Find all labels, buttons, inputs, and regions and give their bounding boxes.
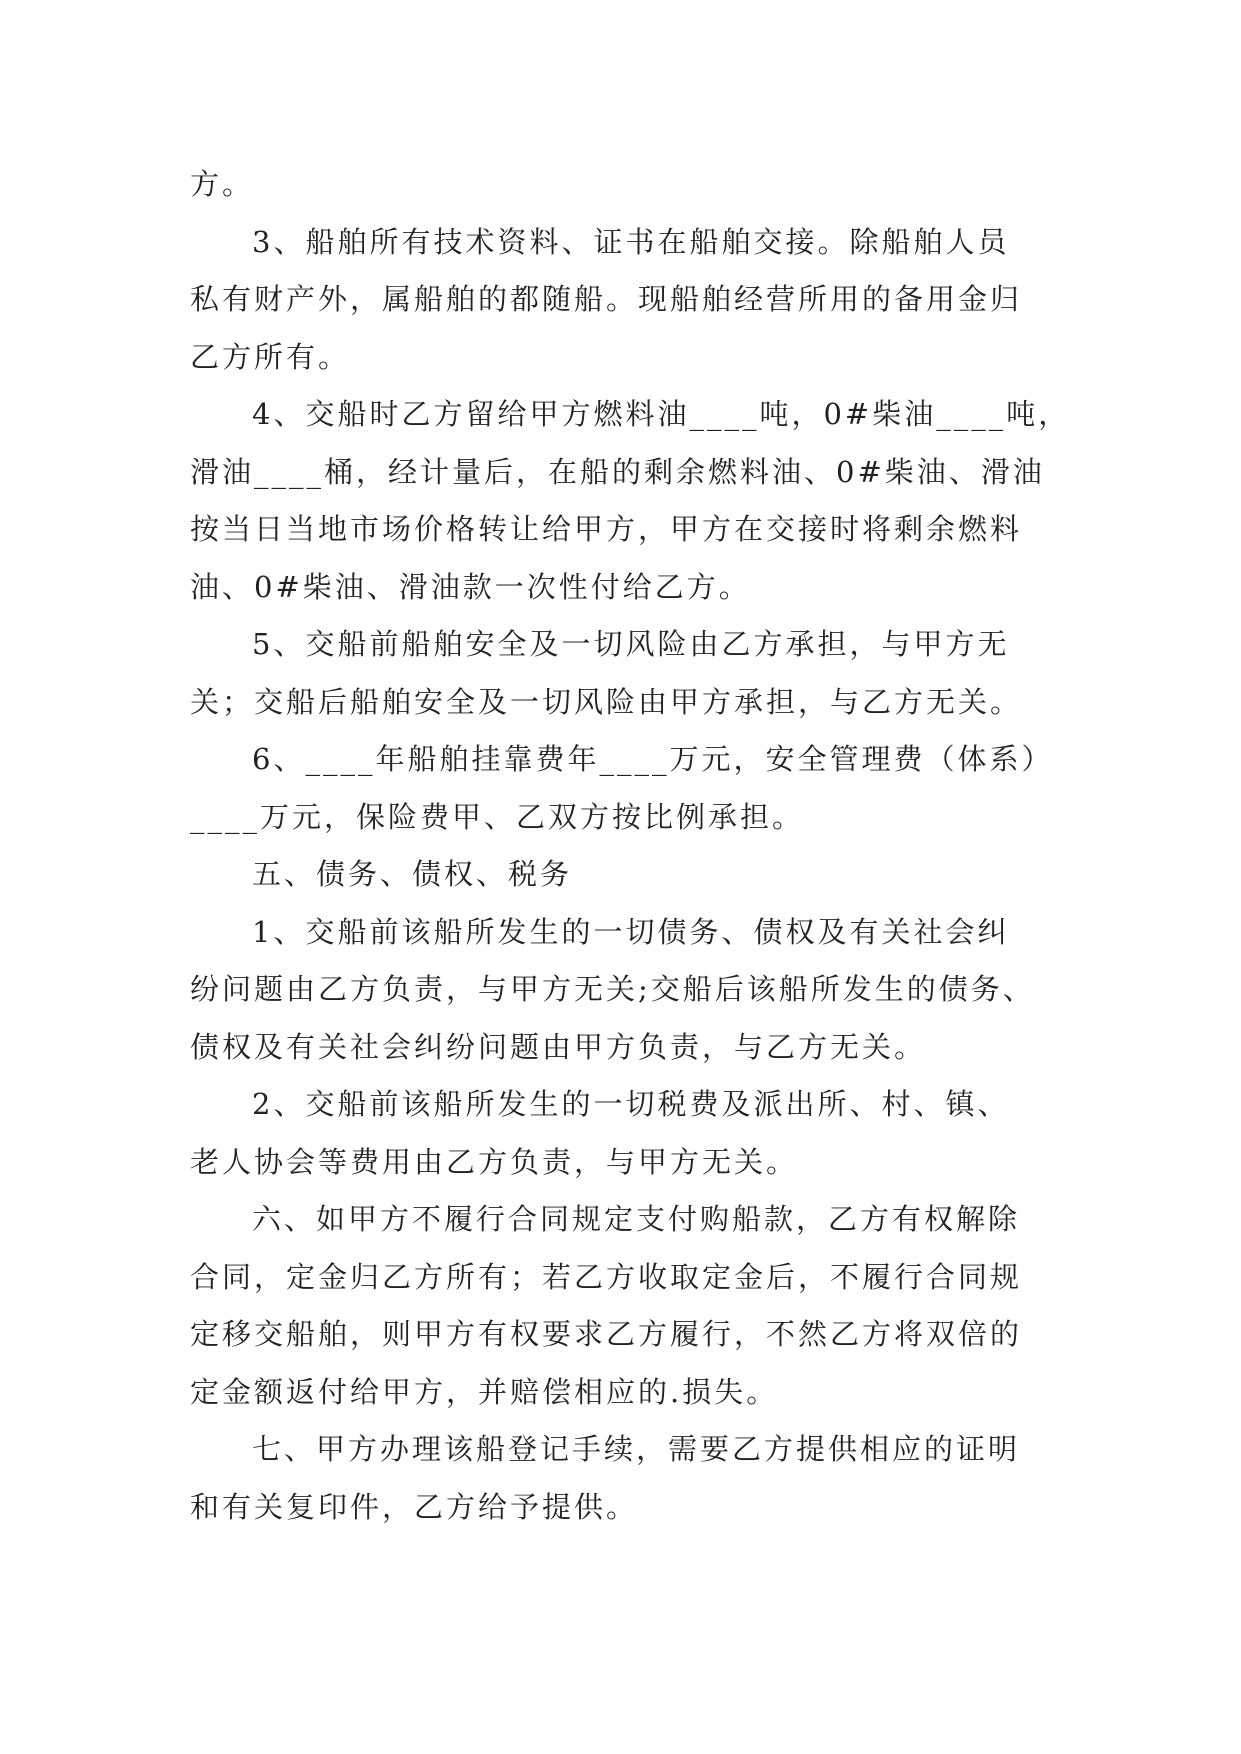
text-line-21: 定移交船舶，则甲方有权要求乙方履行，不然乙方将双倍的 xyxy=(190,1317,1023,1351)
text-line-23: 七、甲方办理该船登记手续，需要乙方提供相应的证明 xyxy=(252,1432,1021,1466)
text-line-19: 六、如甲方不履行合同规定支付购船款，乙方有权解除 xyxy=(252,1202,1021,1236)
text-line-12: ____万元，保险费甲、乙双方按比例承担。 xyxy=(190,799,805,834)
text-line-18: 老人协会等费用由乙方负责，与甲方无关。 xyxy=(190,1144,799,1179)
text-line-8: 油、0#柴油、滑油款一次性付给乙方。 xyxy=(190,569,751,604)
text-line-6: 滑油____桶，经计量后，在船的剩余燃料油、0#柴油、滑油 xyxy=(190,454,1045,489)
document-body xyxy=(190,156,1071,1536)
text-line-15: 纷问题由乙方负责，与甲方无关;交船后该船所发生的债务、 xyxy=(190,972,1035,1006)
text-line-17: 2、交船前该船所发生的一切税费及派出所、村、镇、 xyxy=(252,1087,1010,1121)
text-line-20: 合同，定金归乙方所有；若乙方收取定金后，不履行合同规 xyxy=(190,1259,1023,1294)
text-line-22: 定金额返付给甲方，并赔偿相应的.损失。 xyxy=(190,1374,779,1409)
text-line-14: 1、交船前该船所发生的一切债务、债权及有关社会纠 xyxy=(252,914,1010,949)
text-line-3: 私有财产外，属船舶的都随船。现船舶经营所用的备用金归 xyxy=(190,282,1023,316)
text-line-5: 4、交船时乙方留给甲方燃料油____吨，0#柴油____吨， xyxy=(252,397,1071,431)
section-heading-5: 五、债务、债权、税务 xyxy=(252,857,573,891)
text-line-24: 和有关复印件，乙方给予提供。 xyxy=(190,1489,639,1524)
text-line-9: 5、交船前船舶安全及一切风险由乙方承担，与甲方无 xyxy=(252,627,1010,661)
text-line-10: 关；交船后船舶安全及一切风险由甲方承担，与乙方无关。 xyxy=(190,684,1023,719)
text-line-11: 6、____年船舶挂靠费年____万元，安全管理费（体系） xyxy=(252,742,1054,776)
text-line-7: 按当日当地市场价格转让给甲方，甲方在交接时将剩余燃料 xyxy=(190,512,1023,546)
text-line-2: 3、船舶所有技术资料、证书在船舶交接。除船舶人员 xyxy=(252,224,1010,259)
text-line-1: 方。 xyxy=(190,167,255,201)
text-line-16: 债权及有关社会纠纷问题由甲方负责，与乙方无关。 xyxy=(190,1029,927,1064)
text-line-4: 乙方所有。 xyxy=(190,339,351,374)
